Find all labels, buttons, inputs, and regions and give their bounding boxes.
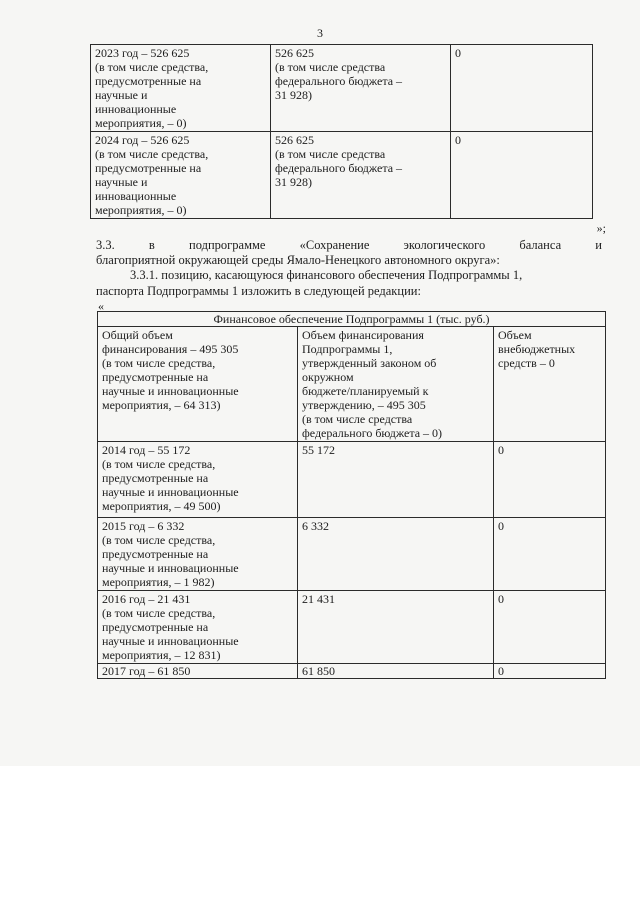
table-cell: 61 850 [298, 664, 494, 679]
table-caption: Финансовое обеспечение Подпрограммы 1 (тыс. руб.) [98, 312, 606, 327]
section-3-3-line-1: 3.3. в подпрограмме «Сохранение экологического баланса и [96, 238, 602, 252]
table-cell: 21 431 [298, 591, 494, 664]
table-cell: 2017 год – 61 850 [98, 664, 298, 679]
table-cell: 0 [451, 132, 593, 219]
section-3-3-1-line-2: паспорта Подпрограммы 1 изложить в следующей редакции: [96, 284, 421, 298]
table-row [91, 132, 593, 219]
table-cell: 0 [494, 442, 606, 518]
table-row [98, 442, 606, 518]
table-cell: 526 625 (в том числе средства федерального бюджета – 31 928) [271, 45, 451, 132]
table-header-row [98, 327, 606, 442]
opening-quote: « [98, 299, 104, 313]
table-row [98, 664, 606, 679]
table-row [98, 518, 606, 591]
table-cell: 0 [494, 591, 606, 664]
table-cell: 6 332 [298, 518, 494, 591]
section-3-3-1-line-1: 3.3.1. позицию, касающуюся финансового обеспечения Подпрограммы 1, [130, 268, 523, 282]
table-cell: 2016 год – 21 431 (в том числе средства, предусмотренные на научные и инновационные мероприятия, – 12 831) [98, 591, 298, 664]
page-number: 3 [317, 26, 323, 40]
table-cell: 0 [451, 45, 593, 132]
table-cell: 55 172 [298, 442, 494, 518]
table-cell: 0 [494, 664, 606, 679]
table-cell: 2015 год – 6 332 (в том числе средства, предусмотренные на научные и инновационные мероприятия, – 1 982) [98, 518, 298, 591]
table-cell: 2024 год – 526 625 (в том числе средства, предусмотренные на научные и инновационные мероприятия, – 0) [91, 132, 271, 219]
subprogram-1-funding-table [97, 311, 606, 679]
funding-table-continuation [90, 44, 593, 219]
table-cell: 526 625 (в том числе средства федерального бюджета – 31 928) [271, 132, 451, 219]
header-extrabudgetary: Объем внебюджетных средств – 0 [494, 327, 606, 442]
table-row [91, 45, 593, 132]
table-cell: 2014 год – 55 172 (в том числе средства, предусмотренные на научные и инновационные мероприятия, – 49 500) [98, 442, 298, 518]
table-row [98, 591, 606, 664]
header-budget-funding: Объем финансирования Подпрограммы 1, утвержденный законом об окружном бюджете/планируемый к утверждению, – 495 305 (в том числе средства федерального бюджета – 0) [298, 327, 494, 442]
table-cell: 0 [494, 518, 606, 591]
section-3-3-line-2: благоприятной окружающей среды Ямало-Ненецкого автономного округа»: [96, 253, 500, 267]
header-total-funding: Общий объем финансирования – 495 305 (в том числе средства, предусмотренные на научные и инновационные мероприятия, – 64 313) [98, 327, 298, 442]
closing-quote: »; [596, 221, 606, 235]
table-caption-row [98, 312, 606, 327]
table-cell: 2023 год – 526 625 (в том числе средства, предусмотренные на научные и инновационные мероприятия, – 0) [91, 45, 271, 132]
